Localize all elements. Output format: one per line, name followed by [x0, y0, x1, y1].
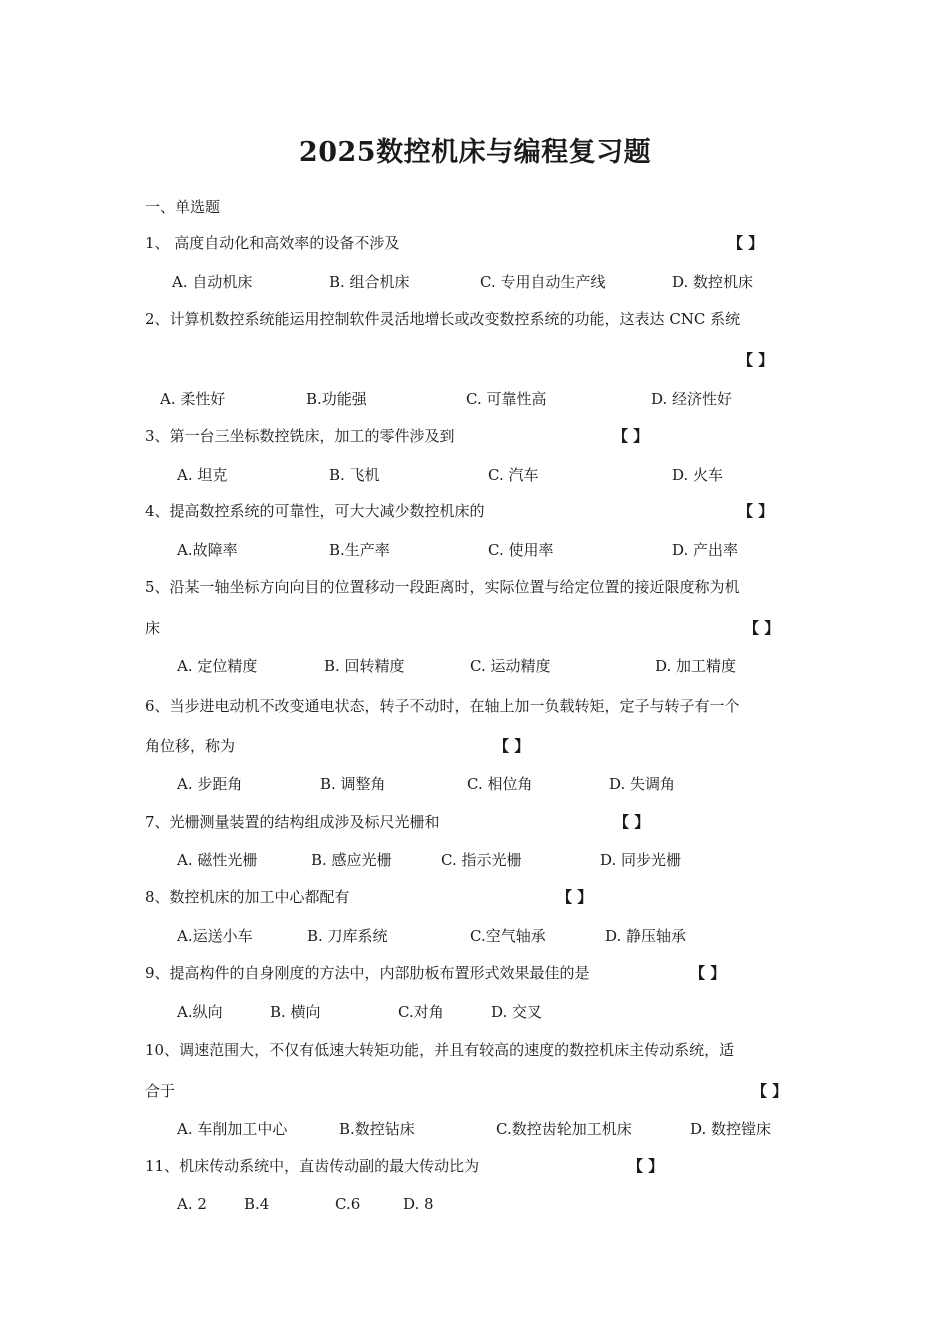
- question-5-option-d: D. 加工精度: [655, 657, 737, 675]
- question-5-text-continued: 床: [145, 619, 161, 637]
- question-10-option-b: B.数控钻床: [339, 1120, 415, 1138]
- question-11-option-b: B.4: [244, 1195, 270, 1213]
- question-7-option-d: D. 同步光栅: [600, 851, 682, 869]
- question-9-text: 9、提高构件的自身刚度的方法中，内部肋板布置形式效果最佳的是: [145, 964, 590, 982]
- question-5-option-c: C. 运动精度: [470, 657, 551, 675]
- question-2-text: 2、计算机数控系统能运用控制软件灵活地增长或改变数控系统的功能，这表达 CNC 系统: [145, 310, 741, 328]
- question-2-option-a: A. 柔性好: [160, 390, 226, 408]
- question-3-option-b: B. 飞机: [329, 466, 380, 484]
- question-4-option-a: A.故障率: [177, 541, 238, 559]
- question-8-option-b: B. 刀库系统: [307, 927, 388, 945]
- question-3-text: 3、第一台三坐标数控铣床，加工的零件涉及到: [145, 427, 455, 445]
- question-9-option-b: B. 横向: [270, 1003, 321, 1021]
- question-6-option-b: B. 调整角: [320, 775, 386, 793]
- question-7-option-c: C. 指示光栅: [441, 851, 522, 869]
- question-11-option-a: A. 2: [177, 1195, 207, 1213]
- question-10-option-d: D. 数控镗床: [690, 1120, 772, 1138]
- section-heading: 一、单选题: [145, 198, 221, 216]
- question-8-answer-bracket: 【 】: [557, 888, 593, 906]
- question-4-text: 4、提高数控系统的可靠性，可大大减少数控机床的: [145, 502, 485, 520]
- question-6-option-a: A. 步距角: [177, 775, 243, 793]
- question-1-answer-bracket: 【 】: [728, 234, 764, 252]
- question-1-text: 1、 高度自动化和高效率的设备不涉及: [145, 234, 400, 252]
- question-2-option-d: D. 经济性好: [651, 390, 733, 408]
- question-9-option-c: C.对角: [398, 1003, 444, 1021]
- question-11-option-c: C.6: [335, 1195, 361, 1213]
- question-9-option-a: A.纵向: [177, 1003, 223, 1021]
- question-1-option-d: D. 数控机床: [672, 273, 754, 291]
- question-3-option-a: A. 坦克: [177, 466, 228, 484]
- document-title: 2025数控机床与编程复习题: [298, 137, 652, 168]
- question-2-option-b: B.功能强: [306, 390, 367, 408]
- question-9-answer-bracket: 【 】: [690, 964, 726, 982]
- question-6-text: 6、当步进电动机不改变通电状态，转子不动时，在轴上加一负载转矩，定子与转子有一个: [145, 697, 740, 715]
- question-11-text: 11、机床传动系统中，直齿传动副的最大传动比为: [145, 1157, 480, 1175]
- question-3-option-c: C. 汽车: [488, 466, 539, 484]
- question-4-option-d: D. 产出率: [672, 541, 739, 559]
- question-6-option-d: D. 失调角: [609, 775, 676, 793]
- question-7-answer-bracket: 【 】: [614, 813, 650, 831]
- question-5-text: 5、沿某一轴坐标方向向目的位置移动一段距离时，实际位置与给定位置的接近限度称为机: [145, 578, 740, 596]
- question-3-answer-bracket: 【 】: [613, 427, 649, 445]
- question-6-option-c: C. 相位角: [467, 775, 533, 793]
- question-1-option-b: B. 组合机床: [329, 273, 410, 291]
- question-5-answer-bracket: 【 】: [744, 619, 780, 637]
- question-2-answer-bracket: 【 】: [738, 351, 774, 369]
- question-11-answer-bracket: 【 】: [628, 1157, 664, 1175]
- question-5-option-a: A. 定位精度: [177, 657, 258, 675]
- question-8-option-a: A.运送小车: [177, 927, 253, 945]
- question-11-option-d: D. 8: [403, 1195, 434, 1213]
- question-1-option-a: A. 自动机床: [172, 273, 253, 291]
- question-4-option-b: B.生产率: [329, 541, 390, 559]
- question-10-answer-bracket: 【 】: [752, 1082, 788, 1100]
- question-1-option-c: C. 专用自动生产线: [480, 273, 606, 291]
- question-4-answer-bracket: 【 】: [738, 502, 774, 520]
- question-8-text: 8、数控机床的加工中心都配有: [145, 888, 350, 906]
- question-3-option-d: D. 火车: [672, 466, 724, 484]
- question-5-option-b: B. 回转精度: [324, 657, 405, 675]
- question-10-text: 10、调速范围大，不仅有低速大转矩功能，并且有较高的速度的数控机床主传动系统，适: [145, 1041, 735, 1059]
- question-8-option-d: D. 静压轴承: [605, 927, 687, 945]
- question-6-answer-bracket: 【 】: [494, 737, 530, 755]
- question-10-option-a: A. 车削加工中心: [177, 1120, 288, 1138]
- question-7-option-a: A. 磁性光栅: [177, 851, 258, 869]
- question-9-option-d: D. 交叉: [491, 1003, 543, 1021]
- question-8-option-c: C.空气轴承: [470, 927, 546, 945]
- question-10-option-c: C.数控齿轮加工机床: [496, 1120, 632, 1138]
- question-7-option-b: B. 感应光栅: [311, 851, 392, 869]
- question-10-text-continued: 合于: [145, 1082, 176, 1100]
- question-7-text: 7、光栅测量装置的结构组成涉及标尺光栅和: [145, 813, 440, 831]
- question-6-text-continued: 角位移，称为: [145, 737, 236, 755]
- question-4-option-c: C. 使用率: [488, 541, 554, 559]
- question-2-option-c: C. 可靠性高: [466, 390, 547, 408]
